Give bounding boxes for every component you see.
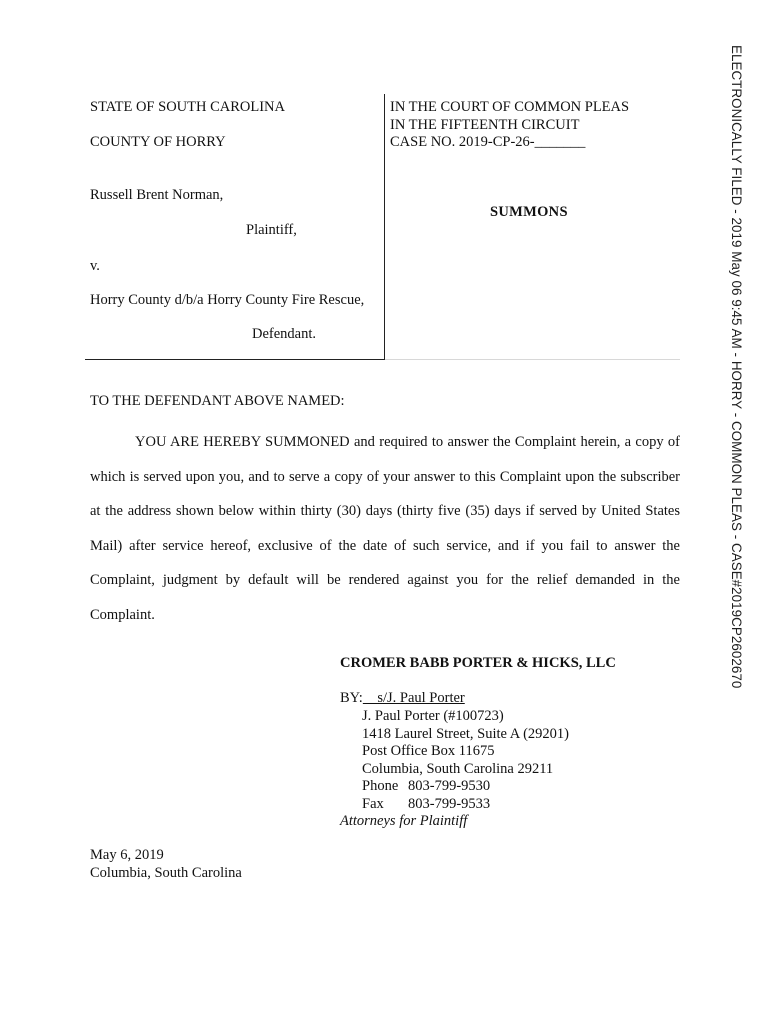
signature-line <box>340 690 465 707</box>
summons-paragraph-text: YOU ARE HEREBY SUMMONED and required to answer the Complaint herein, a copy of which is served upon you, and to serve a copy of your answer to this Complaint upon the subscriber at the address shown below within thirty (30) days (thirty five (35) days if served by United States Mail) after service hereof, exclusive of the date of such service, and if you fail to answer the Complaint, judgment by default will be rendered against you for the relief demanded in the Complaint. <box>90 434 680 623</box>
summons-paragraph <box>90 425 680 632</box>
case-number: CASE NO. 2019-CP-26-_______ <box>390 134 586 150</box>
county-heading: COUNTY OF HORRY <box>90 134 226 150</box>
filing-date: May 6, 2019 <box>90 847 164 863</box>
plaintiff-role: Plaintiff, <box>246 222 297 238</box>
caption-bottom-rule-light <box>385 359 680 360</box>
electronic-filing-stamp <box>722 45 744 689</box>
document-title: SUMMONS <box>490 204 568 220</box>
court-name: IN THE COURT OF COMMON PLEAS <box>390 99 630 115</box>
po-box: Post Office Box 11675 <box>362 743 495 760</box>
phone-label: Phone <box>362 778 399 795</box>
caption-vertical-divider <box>384 94 385 360</box>
court-block <box>390 99 629 152</box>
by-label: BY: <box>340 690 363 706</box>
plaintiff-name: Russell Brent Norman, <box>90 187 224 203</box>
caption-bottom-rule <box>85 359 385 360</box>
filing-place: Columbia, South Carolina <box>90 864 242 881</box>
fax-number: 803-799-9533 <box>408 795 491 812</box>
defendant-name: Horry County d/b/a Horry County Fire Rescue, <box>90 292 365 308</box>
electronic-filing-stamp-text: ELECTRONICALLY FILED - 2019 May 06 9:45 AM - HORRY - COMMON PLEAS - CASE#2019CP2602670 <box>729 45 744 689</box>
city-state-zip: Columbia, South Carolina 29211 <box>362 760 554 777</box>
attorneys-for-plaintiff: Attorneys for Plaintiff <box>340 813 468 829</box>
addressee-line: TO THE DEFENDANT ABOVE NAMED: <box>90 393 345 409</box>
versus-label: v. <box>90 258 100 274</box>
circuit-name: IN THE FIFTEENTH CIRCUIT <box>390 116 580 133</box>
phone-row <box>362 778 569 796</box>
attorney-name: J. Paul Porter (#100723) <box>362 708 504 724</box>
law-firm-name: CROMER BABB PORTER & HICKS, LLC <box>340 655 616 671</box>
state-heading: STATE OF SOUTH CAROLINA <box>90 99 285 115</box>
date-place-block <box>90 847 242 882</box>
street-address: 1418 Laurel Street, Suite A (29201) <box>362 725 569 742</box>
attorney-contact-block <box>362 708 569 814</box>
fax-row <box>362 796 569 814</box>
defendant-role: Defendant. <box>252 326 317 342</box>
phone-number: 803-799-9530 <box>408 778 491 795</box>
fax-label: Fax <box>362 795 384 812</box>
electronic-signature: s/J. Paul Porter <box>362 690 465 706</box>
